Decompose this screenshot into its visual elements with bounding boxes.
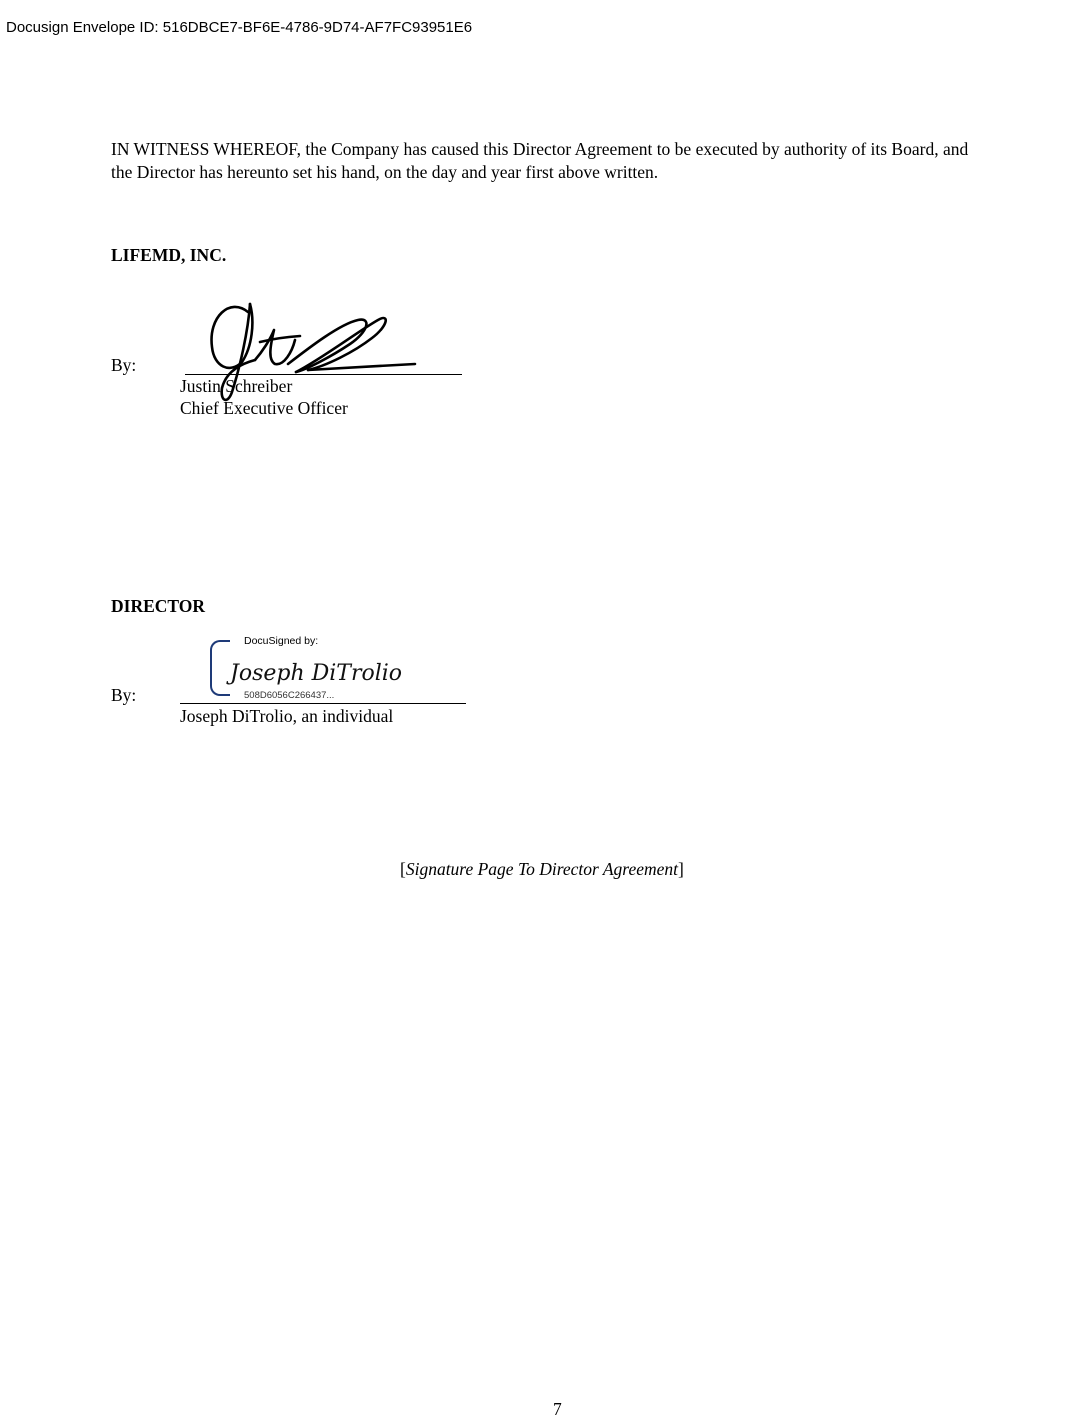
company-signer-name: Justin Schreiber bbox=[180, 376, 293, 396]
caption-close-bracket: ] bbox=[678, 859, 684, 879]
docusign-stamp bbox=[210, 635, 410, 701]
docusign-envelope-code: 508D6056C266437... bbox=[244, 690, 335, 701]
page-number: 7 bbox=[553, 1399, 562, 1419]
signature-page-caption bbox=[400, 859, 684, 880]
director-signer-line: Joseph DiTrolio, an individual bbox=[180, 706, 394, 726]
witness-paragraph: IN WITNESS WHEREOF, the Company has caused this Director Agreement to be executed by authority of its Board, and the Director has hereunto set his hand, on the day and year first above written. bbox=[111, 139, 969, 182]
envelope-id: Docusign Envelope ID: 516DBCE7-BF6E-4786-9D74-AF7FC93951E6 bbox=[6, 19, 473, 36]
docusign-signature-text: Joseph DiTrolio bbox=[230, 661, 403, 686]
caption-open-bracket: [ bbox=[400, 859, 406, 879]
docusign-signature-image bbox=[228, 654, 403, 688]
company-heading: LIFEMD, INC. bbox=[111, 245, 227, 265]
caption-title: Signature Page To Director Agreement bbox=[405, 859, 679, 879]
director-heading: DIRECTOR bbox=[111, 596, 206, 616]
company-by-label: By: bbox=[111, 355, 137, 375]
docusign-label: DocuSigned by: bbox=[244, 635, 319, 647]
company-signer-title: Chief Executive Officer bbox=[180, 398, 348, 418]
director-by-label: By: bbox=[111, 685, 137, 705]
director-signature-line bbox=[180, 703, 466, 704]
docusign-bracket bbox=[210, 640, 230, 696]
